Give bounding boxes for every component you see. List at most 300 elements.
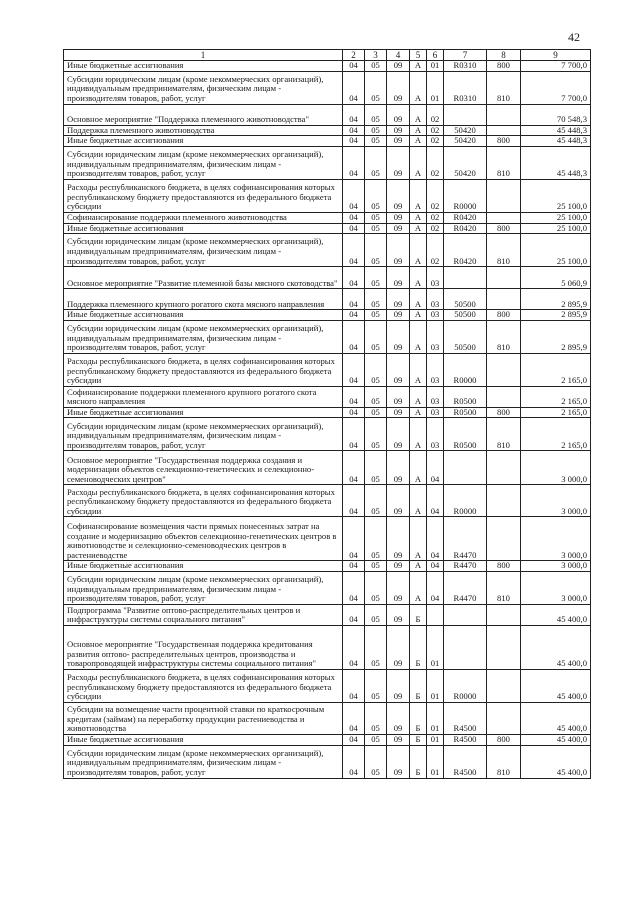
code-cell-c8: 800 bbox=[487, 61, 521, 72]
code-cell-c6: 01 bbox=[427, 61, 444, 72]
code-cell-c5: А bbox=[410, 485, 427, 517]
code-cell-c5: Б bbox=[410, 745, 427, 778]
code-cell-c3: 05 bbox=[365, 104, 387, 125]
row-name-cell: Основное мероприятие "Поддержка племенного животноводства" bbox=[64, 104, 343, 125]
code-cell-c2: 04 bbox=[343, 572, 365, 605]
code-cell-c7: R0420 bbox=[444, 223, 487, 234]
code-cell-c5: А bbox=[410, 517, 427, 561]
row-name-cell: Иные бюджетные ассигнования bbox=[64, 310, 343, 321]
code-cell-c3: 05 bbox=[365, 179, 387, 212]
code-cell-c6: 01 bbox=[427, 71, 444, 104]
code-cell-c4: 09 bbox=[387, 572, 410, 605]
header-cell: 5 bbox=[410, 50, 427, 61]
row-name-cell: Софинансирование поддержки племенного животноводства bbox=[64, 212, 343, 223]
code-cell-c8 bbox=[487, 179, 521, 212]
code-cell-c6: 03 bbox=[427, 320, 444, 353]
code-cell-c3: 05 bbox=[365, 561, 387, 572]
table-row bbox=[64, 572, 591, 605]
code-cell-c6: 02 bbox=[427, 125, 444, 136]
code-cell-c4: 09 bbox=[387, 485, 410, 517]
row-name-cell: Субсидии на возмещение части процентной ставки по краткосрочным кредитам (займам) на переработку продукции растениеводства и животноводства bbox=[64, 703, 343, 735]
code-cell-c6: 02 bbox=[427, 179, 444, 212]
code-cell-c7: R0500 bbox=[444, 407, 487, 418]
code-cell-c5: А bbox=[410, 125, 427, 136]
code-cell-c2: 04 bbox=[343, 703, 365, 735]
code-cell-c5: А bbox=[410, 418, 427, 451]
code-cell-c2: 04 bbox=[343, 136, 365, 147]
code-cell-c4: 09 bbox=[387, 179, 410, 212]
table-row bbox=[64, 485, 591, 517]
code-cell-c7: 50420 bbox=[444, 136, 487, 147]
row-name-cell: Субсидии юридическим лицам (кроме некоммерческих организаций), индивидуальным предпринимателям, физическим лицам - производителям товаров, работ, услуг bbox=[64, 572, 343, 605]
row-name-cell: Поддержка племенного крупного рогатого скота мясного направления bbox=[64, 289, 343, 310]
code-cell-c2: 04 bbox=[343, 605, 365, 626]
code-cell-c9: 3 000,0 bbox=[521, 517, 591, 561]
row-name-cell: Субсидии юридическим лицам (кроме некоммерческих организаций), индивидуальным предпринимателям, физическим лицам - производителям товаров, работ, услуг bbox=[64, 745, 343, 778]
code-cell-c9: 7 700,0 bbox=[521, 61, 591, 72]
table-row bbox=[64, 407, 591, 418]
code-cell-c2: 04 bbox=[343, 735, 365, 746]
code-cell-c7: R4500 bbox=[444, 745, 487, 778]
code-cell-c7: R4500 bbox=[444, 735, 487, 746]
code-cell-c7: 50500 bbox=[444, 289, 487, 310]
row-name-cell: Расходы республиканского бюджета, в целях софинансирования которых республиканскому бюджету предоставляются из федерального бюджета субсидии bbox=[64, 485, 343, 517]
code-cell-c3: 05 bbox=[365, 517, 387, 561]
code-cell-c3: 05 bbox=[365, 386, 387, 407]
code-cell-c6: 04 bbox=[427, 485, 444, 517]
code-cell-c2: 04 bbox=[343, 353, 365, 386]
code-cell-c9: 2 165,0 bbox=[521, 353, 591, 386]
code-cell-c3: 05 bbox=[365, 310, 387, 321]
code-cell-c6: 04 bbox=[427, 572, 444, 605]
table-row bbox=[64, 353, 591, 386]
code-cell-c9: 45 400,0 bbox=[521, 735, 591, 746]
code-cell-c9: 2 165,0 bbox=[521, 386, 591, 407]
code-cell-c6: 03 bbox=[427, 418, 444, 451]
code-cell-c3: 05 bbox=[365, 125, 387, 136]
table-row bbox=[64, 234, 591, 267]
code-cell-c7: R0500 bbox=[444, 418, 487, 451]
table-row bbox=[64, 735, 591, 746]
code-cell-c7: R0000 bbox=[444, 670, 487, 703]
code-cell-c3: 05 bbox=[365, 136, 387, 147]
code-cell-c5: А bbox=[410, 223, 427, 234]
code-cell-c9: 3 000,0 bbox=[521, 561, 591, 572]
code-cell-c2: 04 bbox=[343, 626, 365, 670]
code-cell-c7: R4500 bbox=[444, 703, 487, 735]
table-row bbox=[64, 605, 591, 626]
code-cell-c5: А bbox=[410, 136, 427, 147]
code-cell-c7 bbox=[444, 104, 487, 125]
code-cell-c8 bbox=[487, 289, 521, 310]
code-cell-c9: 45 400,0 bbox=[521, 670, 591, 703]
code-cell-c4: 09 bbox=[387, 289, 410, 310]
code-cell-c3: 05 bbox=[365, 234, 387, 267]
code-cell-c7: R0000 bbox=[444, 179, 487, 212]
code-cell-c5: А bbox=[410, 71, 427, 104]
code-cell-c8: 810 bbox=[487, 234, 521, 267]
code-cell-c4: 09 bbox=[387, 561, 410, 572]
code-cell-c2: 04 bbox=[343, 71, 365, 104]
code-cell-c6: 02 bbox=[427, 223, 444, 234]
row-name-cell: Подпрограмма "Развитие оптово-распределительных центров и инфраструктуры системы социального питания" bbox=[64, 605, 343, 626]
table-row bbox=[64, 61, 591, 72]
code-cell-c9: 25 100,0 bbox=[521, 212, 591, 223]
code-cell-c2: 04 bbox=[343, 451, 365, 485]
code-cell-c3: 05 bbox=[365, 407, 387, 418]
code-cell-c6: 03 bbox=[427, 267, 444, 289]
code-cell-c4: 09 bbox=[387, 451, 410, 485]
header-cell: 1 bbox=[64, 50, 343, 61]
row-name-cell: Субсидии юридическим лицам (кроме некоммерческих организаций), индивидуальным предпринимателям, физическим лицам - производителям товаров, работ, услуг bbox=[64, 320, 343, 353]
code-cell-c6: 04 bbox=[427, 561, 444, 572]
code-cell-c3: 05 bbox=[365, 61, 387, 72]
code-cell-c6: 02 bbox=[427, 104, 444, 125]
code-cell-c9: 45 448,3 bbox=[521, 125, 591, 136]
code-cell-c6: 04 bbox=[427, 451, 444, 485]
code-cell-c4: 09 bbox=[387, 223, 410, 234]
code-cell-c9: 2 895,9 bbox=[521, 320, 591, 353]
code-cell-c2: 04 bbox=[343, 104, 365, 125]
header-cell: 8 bbox=[487, 50, 521, 61]
code-cell-c5: А bbox=[410, 310, 427, 321]
code-cell-c5: Б bbox=[410, 626, 427, 670]
table-row bbox=[64, 136, 591, 147]
code-cell-c9: 3 000,0 bbox=[521, 485, 591, 517]
row-name-cell: Субсидии юридическим лицам (кроме некоммерческих организаций), индивидуальным предпринимателям, физическим лицам - производителям товаров, работ, услуг bbox=[64, 418, 343, 451]
code-cell-c4: 09 bbox=[387, 61, 410, 72]
code-cell-c8: 810 bbox=[487, 71, 521, 104]
table-row bbox=[64, 418, 591, 451]
code-cell-c2: 04 bbox=[343, 125, 365, 136]
code-cell-c5: А bbox=[410, 407, 427, 418]
code-cell-c3: 05 bbox=[365, 289, 387, 310]
code-cell-c8 bbox=[487, 626, 521, 670]
header-cell: 2 bbox=[343, 50, 365, 61]
code-cell-c8: 800 bbox=[487, 561, 521, 572]
code-cell-c8: 810 bbox=[487, 745, 521, 778]
code-cell-c6: 03 bbox=[427, 353, 444, 386]
code-cell-c7: R0310 bbox=[444, 71, 487, 104]
code-cell-c9: 5 060,9 bbox=[521, 267, 591, 289]
code-cell-c3: 05 bbox=[365, 485, 387, 517]
code-cell-c7: R4470 bbox=[444, 517, 487, 561]
code-cell-c4: 09 bbox=[387, 407, 410, 418]
code-cell-c5: Б bbox=[410, 605, 427, 626]
code-cell-c4: 09 bbox=[387, 212, 410, 223]
code-cell-c8 bbox=[487, 267, 521, 289]
code-cell-c5: Б bbox=[410, 735, 427, 746]
row-name-cell: Основное мероприятие "Государственная поддержка кредитования развития оптово- распределительных центров, производства и товаропроводящей инфраструктуры системы социального питания" bbox=[64, 626, 343, 670]
code-cell-c5: А bbox=[410, 561, 427, 572]
code-cell-c5: А bbox=[410, 451, 427, 485]
code-cell-c2: 04 bbox=[343, 670, 365, 703]
code-cell-c3: 05 bbox=[365, 212, 387, 223]
code-cell-c2: 04 bbox=[343, 212, 365, 223]
code-cell-c8 bbox=[487, 353, 521, 386]
table-row bbox=[64, 745, 591, 778]
table-row bbox=[64, 670, 591, 703]
code-cell-c7: R0000 bbox=[444, 353, 487, 386]
code-cell-c9: 45 400,0 bbox=[521, 745, 591, 778]
code-cell-c2: 04 bbox=[343, 745, 365, 778]
header-cell: 3 bbox=[365, 50, 387, 61]
code-cell-c2: 04 bbox=[343, 386, 365, 407]
code-cell-c8: 800 bbox=[487, 407, 521, 418]
table-row bbox=[64, 125, 591, 136]
code-cell-c2: 04 bbox=[343, 289, 365, 310]
row-name-cell: Иные бюджетные ассигнования bbox=[64, 407, 343, 418]
code-cell-c6: 02 bbox=[427, 146, 444, 179]
code-cell-c6: 01 bbox=[427, 626, 444, 670]
table-row bbox=[64, 626, 591, 670]
code-cell-c7: R0000 bbox=[444, 485, 487, 517]
row-name-cell: Субсидии юридическим лицам (кроме некоммерческих организаций), индивидуальным предпринимателям, физическим лицам - производителям товаров, работ, услуг bbox=[64, 71, 343, 104]
code-cell-c7: 50500 bbox=[444, 310, 487, 321]
code-cell-c9: 3 000,0 bbox=[521, 572, 591, 605]
code-cell-c6: 02 bbox=[427, 136, 444, 147]
table-row bbox=[64, 267, 591, 289]
code-cell-c4: 09 bbox=[387, 234, 410, 267]
code-cell-c8 bbox=[487, 451, 521, 485]
code-cell-c5: А bbox=[410, 146, 427, 179]
code-cell-c5: А bbox=[410, 572, 427, 605]
code-cell-c9: 70 548,3 bbox=[521, 104, 591, 125]
code-cell-c6: 01 bbox=[427, 703, 444, 735]
row-name-cell: Поддержка племенного животноводства bbox=[64, 125, 343, 136]
table-row bbox=[64, 320, 591, 353]
row-name-cell: Субсидии юридическим лицам (кроме некоммерческих организаций), индивидуальным предпринимателям, физическим лицам - производителям товаров, работ, услуг bbox=[64, 234, 343, 267]
row-name-cell: Иные бюджетные ассигнования bbox=[64, 136, 343, 147]
code-cell-c6: 03 bbox=[427, 386, 444, 407]
code-cell-c8 bbox=[487, 104, 521, 125]
code-cell-c9: 45 448,3 bbox=[521, 146, 591, 179]
code-cell-c5: А bbox=[410, 179, 427, 212]
row-name-cell: Основное мероприятие "Государственная поддержка создания и модернизации объектов селекционно-генетических и селекционно-семеноводческих центров" bbox=[64, 451, 343, 485]
code-cell-c9: 25 100,0 bbox=[521, 179, 591, 212]
row-name-cell: Иные бюджетные ассигнования bbox=[64, 223, 343, 234]
row-name-cell: Расходы республиканского бюджета, в целях софинансирования которых республиканскому бюджету предоставляются из федерального бюджета субсидии bbox=[64, 670, 343, 703]
code-cell-c6: 03 bbox=[427, 289, 444, 310]
code-cell-c9: 2 165,0 bbox=[521, 418, 591, 451]
code-cell-c7: R0310 bbox=[444, 61, 487, 72]
code-cell-c3: 05 bbox=[365, 745, 387, 778]
code-cell-c3: 05 bbox=[365, 703, 387, 735]
code-cell-c4: 09 bbox=[387, 626, 410, 670]
code-cell-c4: 09 bbox=[387, 386, 410, 407]
code-cell-c4: 09 bbox=[387, 745, 410, 778]
code-cell-c7: 50500 bbox=[444, 320, 487, 353]
code-cell-c4: 09 bbox=[387, 136, 410, 147]
table-row bbox=[64, 212, 591, 223]
code-cell-c8 bbox=[487, 386, 521, 407]
code-cell-c3: 05 bbox=[365, 670, 387, 703]
code-cell-c5: А bbox=[410, 320, 427, 353]
code-cell-c4: 09 bbox=[387, 605, 410, 626]
code-cell-c3: 05 bbox=[365, 320, 387, 353]
code-cell-c6: 03 bbox=[427, 407, 444, 418]
code-cell-c7 bbox=[444, 451, 487, 485]
header-cell: 4 bbox=[387, 50, 410, 61]
code-cell-c2: 04 bbox=[343, 485, 365, 517]
code-cell-c2: 04 bbox=[343, 61, 365, 72]
code-cell-c5: Б bbox=[410, 703, 427, 735]
row-name-cell: Иные бюджетные ассигнования bbox=[64, 561, 343, 572]
code-cell-c6: 02 bbox=[427, 212, 444, 223]
code-cell-c7: R4470 bbox=[444, 572, 487, 605]
code-cell-c5: А bbox=[410, 267, 427, 289]
table-header-row bbox=[64, 50, 591, 61]
code-cell-c5: Б bbox=[410, 670, 427, 703]
code-cell-c8: 810 bbox=[487, 146, 521, 179]
code-cell-c2: 04 bbox=[343, 267, 365, 289]
code-cell-c3: 05 bbox=[365, 605, 387, 626]
code-cell-c5: А bbox=[410, 212, 427, 223]
code-cell-c4: 09 bbox=[387, 125, 410, 136]
code-cell-c8 bbox=[487, 670, 521, 703]
row-name-cell: Софинансирование поддержки племенного крупного рогатого скота мясного направления bbox=[64, 386, 343, 407]
code-cell-c7: 50420 bbox=[444, 125, 487, 136]
code-cell-c8 bbox=[487, 605, 521, 626]
code-cell-c5: А bbox=[410, 61, 427, 72]
code-cell-c6: 03 bbox=[427, 310, 444, 321]
row-name-cell: Софинансирование возмещения части прямых понесенных затрат на создание и модернизацию объектов селекционно-генетических центров в животноводстве и селекционно-семеноводческих центров в растениеводстве bbox=[64, 517, 343, 561]
code-cell-c3: 05 bbox=[365, 267, 387, 289]
code-cell-c3: 05 bbox=[365, 353, 387, 386]
code-cell-c7 bbox=[444, 626, 487, 670]
row-name-cell: Расходы республиканского бюджета, в целях софинансирования которых республиканскому бюджету предоставляются из федерального бюджета субсидии bbox=[64, 353, 343, 386]
code-cell-c9: 7 700,0 bbox=[521, 71, 591, 104]
table-row bbox=[64, 310, 591, 321]
code-cell-c9: 2 165,0 bbox=[521, 407, 591, 418]
row-name-cell: Иные бюджетные ассигнования bbox=[64, 735, 343, 746]
table-row bbox=[64, 104, 591, 125]
header-cell: 9 bbox=[521, 50, 591, 61]
table-row bbox=[64, 517, 591, 561]
code-cell-c2: 04 bbox=[343, 179, 365, 212]
code-cell-c2: 04 bbox=[343, 234, 365, 267]
table-row bbox=[64, 71, 591, 104]
row-name-cell: Основное мероприятие "Развитие племенной базы мясного скотоводства" bbox=[64, 267, 343, 289]
code-cell-c8 bbox=[487, 212, 521, 223]
code-cell-c8: 800 bbox=[487, 310, 521, 321]
code-cell-c7 bbox=[444, 605, 487, 626]
code-cell-c3: 05 bbox=[365, 223, 387, 234]
code-cell-c9: 45 400,0 bbox=[521, 626, 591, 670]
table-row bbox=[64, 179, 591, 212]
code-cell-c4: 09 bbox=[387, 71, 410, 104]
code-cell-c2: 04 bbox=[343, 418, 365, 451]
code-cell-c8: 810 bbox=[487, 418, 521, 451]
table-row bbox=[64, 703, 591, 735]
code-cell-c4: 09 bbox=[387, 703, 410, 735]
code-cell-c8: 800 bbox=[487, 735, 521, 746]
code-cell-c6: 01 bbox=[427, 745, 444, 778]
table-row bbox=[64, 561, 591, 572]
code-cell-c9: 2 895,9 bbox=[521, 289, 591, 310]
code-cell-c8: 810 bbox=[487, 320, 521, 353]
code-cell-c3: 05 bbox=[365, 572, 387, 605]
code-cell-c5: А bbox=[410, 353, 427, 386]
code-cell-c8: 800 bbox=[487, 136, 521, 147]
table-row bbox=[64, 289, 591, 310]
code-cell-c8 bbox=[487, 125, 521, 136]
code-cell-c3: 05 bbox=[365, 451, 387, 485]
code-cell-c9: 25 100,0 bbox=[521, 234, 591, 267]
code-cell-c7: 50420 bbox=[444, 146, 487, 179]
table-row bbox=[64, 451, 591, 485]
table-row bbox=[64, 386, 591, 407]
code-cell-c4: 09 bbox=[387, 735, 410, 746]
code-cell-c2: 04 bbox=[343, 310, 365, 321]
table-row bbox=[64, 223, 591, 234]
code-cell-c2: 04 bbox=[343, 561, 365, 572]
code-cell-c4: 09 bbox=[387, 310, 410, 321]
code-cell-c5: А bbox=[410, 104, 427, 125]
code-cell-c3: 05 bbox=[365, 146, 387, 179]
header-cell: 6 bbox=[427, 50, 444, 61]
code-cell-c4: 09 bbox=[387, 517, 410, 561]
code-cell-c3: 05 bbox=[365, 735, 387, 746]
code-cell-c6: 01 bbox=[427, 670, 444, 703]
code-cell-c5: А bbox=[410, 234, 427, 267]
code-cell-c7: R0420 bbox=[444, 212, 487, 223]
code-cell-c7 bbox=[444, 267, 487, 289]
code-cell-c9: 25 100,0 bbox=[521, 223, 591, 234]
code-cell-c4: 09 bbox=[387, 104, 410, 125]
code-cell-c7: R4470 bbox=[444, 561, 487, 572]
code-cell-c6: 04 bbox=[427, 517, 444, 561]
code-cell-c4: 09 bbox=[387, 267, 410, 289]
code-cell-c4: 09 bbox=[387, 670, 410, 703]
code-cell-c8 bbox=[487, 485, 521, 517]
code-cell-c8 bbox=[487, 703, 521, 735]
code-cell-c2: 04 bbox=[343, 407, 365, 418]
code-cell-c6: 02 bbox=[427, 234, 444, 267]
code-cell-c9: 2 895,9 bbox=[521, 310, 591, 321]
code-cell-c8: 810 bbox=[487, 572, 521, 605]
header-cell: 7 bbox=[444, 50, 487, 61]
code-cell-c8: 800 bbox=[487, 223, 521, 234]
row-name-cell: Расходы республиканского бюджета, в целях софинансирования которых республиканскому бюджету предоставляются из федерального бюджета субсидии bbox=[64, 179, 343, 212]
code-cell-c4: 09 bbox=[387, 320, 410, 353]
budget-table bbox=[63, 49, 591, 779]
code-cell-c4: 09 bbox=[387, 146, 410, 179]
code-cell-c3: 05 bbox=[365, 626, 387, 670]
code-cell-c4: 09 bbox=[387, 418, 410, 451]
code-cell-c9: 3 000,0 bbox=[521, 451, 591, 485]
code-cell-c2: 04 bbox=[343, 146, 365, 179]
table-row bbox=[64, 146, 591, 179]
row-name-cell: Иные бюджетные ассигнования bbox=[64, 61, 343, 72]
code-cell-c9: 45 400,0 bbox=[521, 703, 591, 735]
code-cell-c5: А bbox=[410, 386, 427, 407]
code-cell-c9: 45 400,0 bbox=[521, 605, 591, 626]
code-cell-c4: 09 bbox=[387, 353, 410, 386]
code-cell-c7: R0420 bbox=[444, 234, 487, 267]
code-cell-c7: R0500 bbox=[444, 386, 487, 407]
code-cell-c3: 05 bbox=[365, 418, 387, 451]
code-cell-c8 bbox=[487, 517, 521, 561]
code-cell-c2: 04 bbox=[343, 517, 365, 561]
page-number: 42 bbox=[568, 30, 580, 44]
code-cell-c5: А bbox=[410, 289, 427, 310]
code-cell-c6: 01 bbox=[427, 735, 444, 746]
code-cell-c2: 04 bbox=[343, 320, 365, 353]
code-cell-c6 bbox=[427, 605, 444, 626]
code-cell-c2: 04 bbox=[343, 223, 365, 234]
row-name-cell: Субсидии юридическим лицам (кроме некоммерческих организаций), индивидуальным предпринимателям, физическим лицам - производителям товаров, работ, услуг bbox=[64, 146, 343, 179]
